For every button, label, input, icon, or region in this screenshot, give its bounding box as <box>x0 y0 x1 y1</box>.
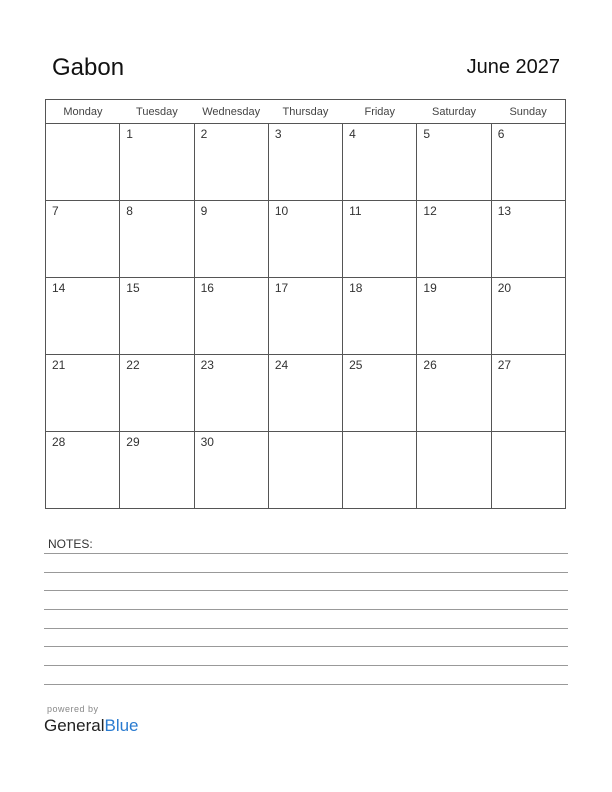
weekday-thursday: Thursday <box>268 100 342 124</box>
month-title: June 2027 <box>466 56 560 78</box>
calendar-day-cell[interactable] <box>120 124 194 201</box>
calendar-day-cell[interactable] <box>491 432 565 509</box>
calendar-day-cell[interactable] <box>268 278 342 355</box>
calendar-day-cell[interactable] <box>491 278 565 355</box>
day-number: 26 <box>423 358 437 372</box>
day-number: 7 <box>52 204 59 218</box>
calendar-day-cell[interactable] <box>120 355 194 432</box>
calendar-day-cell[interactable] <box>417 124 491 201</box>
weekday-tuesday: Tuesday <box>120 100 194 124</box>
calendar-grid <box>45 99 566 509</box>
calendar-day-cell[interactable] <box>194 278 268 355</box>
weekday-wednesday: Wednesday <box>194 100 268 124</box>
day-number: 21 <box>52 358 66 372</box>
day-number: 23 <box>200 358 214 372</box>
calendar-day-cell[interactable] <box>46 432 120 509</box>
calendar-day-cell[interactable] <box>268 432 342 509</box>
calendar-day-cell[interactable] <box>46 278 120 355</box>
note-line <box>44 646 568 647</box>
brand-logo[interactable] <box>44 716 139 736</box>
calendar-day-cell[interactable] <box>120 278 194 355</box>
note-line <box>44 665 568 666</box>
day-number: 12 <box>423 204 437 218</box>
calendar-week-row <box>46 355 566 432</box>
brand-blue: Blue <box>104 716 139 735</box>
calendar-day-cell[interactable] <box>417 278 491 355</box>
day-number: 29 <box>126 435 140 449</box>
day-number <box>492 432 565 435</box>
calendar-day-cell[interactable] <box>491 201 565 278</box>
powered-by-text: powered by <box>47 704 99 714</box>
calendar-day-cell[interactable] <box>491 355 565 432</box>
calendar-day-cell[interactable] <box>268 124 342 201</box>
note-line <box>44 572 568 573</box>
calendar-day-cell[interactable] <box>343 278 417 355</box>
day-number: 13 <box>497 204 512 218</box>
day-number: 24 <box>274 358 289 372</box>
weekday-saturday: Saturday <box>417 100 491 124</box>
calendar-day-cell[interactable] <box>46 201 120 278</box>
day-number: 18 <box>349 281 363 295</box>
calendar-day-cell[interactable] <box>120 432 194 509</box>
calendar-day-cell[interactable] <box>194 124 268 201</box>
note-line <box>44 684 568 685</box>
calendar-day-cell[interactable] <box>343 432 417 509</box>
day-number: 10 <box>274 204 289 218</box>
notes-label: NOTES: <box>48 537 93 551</box>
note-line <box>44 553 568 554</box>
day-number <box>343 432 416 435</box>
day-number: 16 <box>200 281 214 295</box>
day-number: 8 <box>126 204 133 218</box>
day-number: 25 <box>349 358 363 372</box>
calendar-week-row <box>46 432 566 509</box>
calendar-day-cell[interactable] <box>417 355 491 432</box>
calendar-day-cell[interactable] <box>491 124 565 201</box>
day-number: 11 <box>349 204 362 218</box>
day-number: 20 <box>497 281 512 295</box>
calendar-day-cell[interactable] <box>194 201 268 278</box>
calendar-day-cell[interactable] <box>268 201 342 278</box>
weekday-friday: Friday <box>343 100 417 124</box>
weekday-sunday: Sunday <box>491 100 565 124</box>
day-number: 9 <box>200 204 208 218</box>
calendar-day-cell[interactable] <box>194 432 268 509</box>
day-number: 30 <box>200 435 214 449</box>
calendar-day-cell[interactable] <box>417 432 491 509</box>
calendar-day-cell[interactable] <box>46 124 120 201</box>
note-line <box>44 609 568 610</box>
day-number <box>46 124 119 127</box>
calendar-day-cell[interactable] <box>343 124 417 201</box>
weekday-header-row <box>46 100 566 124</box>
brand-general: General <box>44 716 105 735</box>
day-number: 15 <box>126 281 140 295</box>
day-number: 6 <box>497 127 505 141</box>
calendar-week-row <box>46 278 566 355</box>
day-number: 2 <box>200 127 208 141</box>
day-number: 5 <box>423 127 431 141</box>
weekday-monday: Monday <box>46 100 120 124</box>
calendar-day-cell[interactable] <box>343 355 417 432</box>
note-line <box>44 590 568 591</box>
calendar-day-cell[interactable] <box>417 201 491 278</box>
calendar-day-cell[interactable] <box>46 355 120 432</box>
day-number: 28 <box>52 435 66 449</box>
day-number: 27 <box>497 358 512 372</box>
day-number: 17 <box>274 281 289 295</box>
day-number: 14 <box>52 281 66 295</box>
calendar-day-cell[interactable] <box>120 201 194 278</box>
country-title: Gabon <box>52 54 125 81</box>
calendar-day-cell[interactable] <box>194 355 268 432</box>
day-number: 19 <box>423 281 437 295</box>
calendar-day-cell[interactable] <box>268 355 342 432</box>
day-number: 4 <box>349 127 356 141</box>
calendar-day-cell[interactable] <box>343 201 417 278</box>
day-number: 22 <box>126 358 140 372</box>
day-number <box>417 432 490 435</box>
day-number <box>269 432 342 435</box>
day-number: 1 <box>126 127 133 141</box>
calendar-week-row <box>46 124 566 201</box>
day-number: 3 <box>274 127 282 141</box>
calendar-week-row <box>46 201 566 278</box>
note-line <box>44 628 568 629</box>
